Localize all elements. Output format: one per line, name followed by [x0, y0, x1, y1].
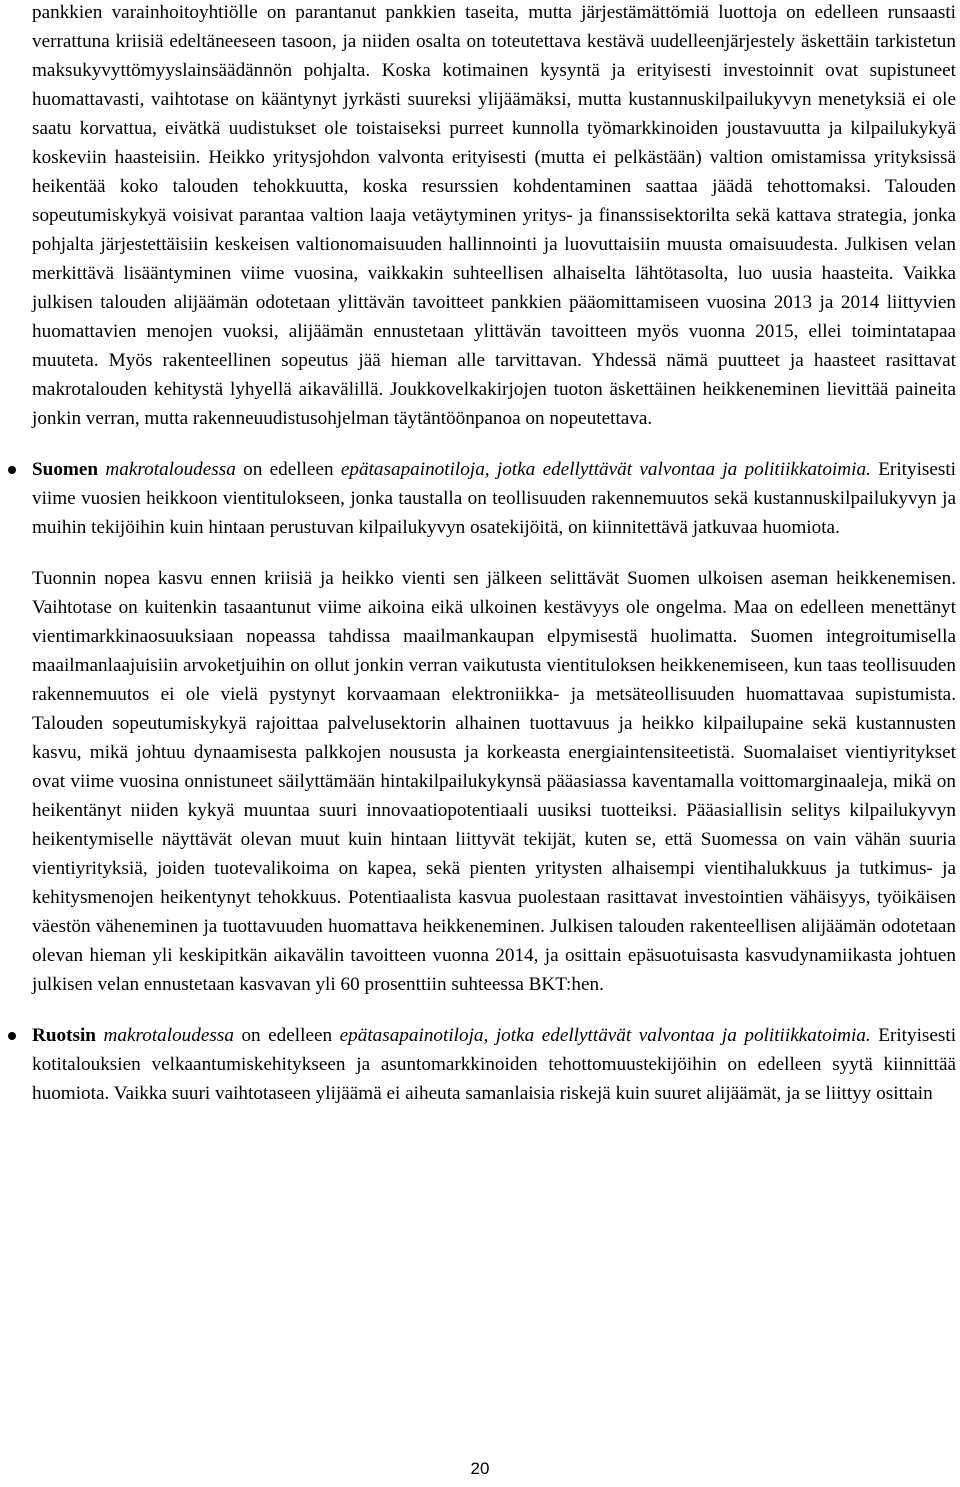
paragraph-intro: pankkien varainhoitoyhtiölle on parantanut pankkien taseita, mutta järjestämättömiä luottoja on edelleen runsaasti verrattuna kriisiä edeltäneeseen tasoon, ja niiden osalta on toteutettava kestävä uudelleenjärjestely äskettäin tarkistetun maksukyvyttömyyslainsäädännön pohjalta. Koska kotimainen kysyntä ja erityisesti investoinnit ovat supistuneet huomattavasti, vaihtotase on kääntynyt jyrkästi suureksi ylijäämäksi, mutta kustannuskilpailukyvyn menetyksiä ei ole saatu korvattua, eivätkä uudistukset ole toistaiseksi purreet kunnolla työmarkkinoiden joustavuutta ja kilpailukykyä koskeviin haasteisiin. Heikko yritysjohdon valvonta erityisesti (mutta ei pelkästään) valtion omistamissa yrityksissä heikentää koko talouden tehokkuutta, koska resurssien kohdentaminen saattaa jäädä tehottomaksi. Talouden sopeutumiskykyä voisivat parantaa valtion laaja vetäytyminen yritys- ja finanssisektorilta sekä kattava strategia, jonka pohjalta järjestettäisiin keskeisen valtionomaisuuden hallinnointi ja luovuttaisiin muusta omaisuudesta. Julkisen velan merkittävä lisääntyminen viime vuosina, vaikkakin suhteellisen alhaiselta lähtötasolta, luo uusia haasteita. Vaikka julkisen talouden alijäämän odotetaan ylittävän tavoitteet pankkien pääomittamiseen vuosina 2013 ja 2014 liittyvien huomattavien menojen vuoksi, alijäämän ennustetaan ylittävän tavoitteen myös vuonna 2015, ellei toimintatapaa muuteta. Myös rakenteellinen sopeutus jää hieman alle tarvittavan. Yhdessä nämä puutteet ja haasteet rasittavat makrotalouden kehitystä lyhyellä aikavälillä. Joukkovelkakirjojen tuoton äskettäinen heikkeneminen lievittää paineita jonkin verran, mutta rakenneuudistusohjelman täytäntöönpanoa on nopeutettava.: [32, 2, 956, 429]
country-name-sweden: Ruotsin: [32, 1025, 96, 1046]
emphasis-macroeconomy: makrotaloudessa: [103, 1025, 234, 1046]
bullet-sweden-rest: Erityisesti kotitalouksien velkaantumiskehitykseen ja asuntomarkkinoiden tehottomuustekijöihin on edelleen syytä kiinnittää huomiota. Vaikka suuri vaihtotaseen ylijäämä ei aiheuta samanlaisia riskejä kuin suuret alijäämät, ja se liittyy osittain: [32, 1025, 957, 1104]
bullet-finland-rest: Erityisesti viime vuosien heikkoon vientitulokseen, jonka taustalla on teollisuuden rakennemuutos sekä kustannuskilpailukyvyn ja muihin tekijöihin kuin hintaan perustuvan kilpailukyvyn osatekijöitä, on kiinnitettävä jatkuvaa huomiota.: [32, 459, 957, 538]
page-number: 20: [470, 1459, 490, 1478]
bullet-icon: [8, 1032, 16, 1040]
paragraph-finland-detail: Tuonnin nopea kasvu ennen kriisiä ja heikko vienti sen jälkeen selittävät Suomen ulkoisen aseman heikkenemisen. Vaihtotase on kuitenkin tasaantunut viime aikoina eikä ulkoinen kestävyys ole ongelma. Maa on edelleen menettänyt vientimarkkinaosuuksiaan nopeassa tahdissa maailmankaupan elpymisestä huolimatta. Suomen integroitumisella maailmanlaajuisiin arvoketjuihin on ollut jonkin verran vaikutusta vientituloksen heikkenemiseen, kun taas teollisuuden rakennemuutos ei ole vielä pystynyt korvaamaan elektroniikka- ja metsäteollisuuden huomattavaa supistumista. Talouden sopeutumiskykyä rajoittaa palvelusektorin alhainen tuottavuus ja heikko kilpailupaine sekä kustannusten kasvu, mikä johtuu dynaamisesta palkkojen noususta ja korkeasta energiaintensiteetistä. Suomalaiset vientiyritykset ovat viime vuosina onnistuneet säilyttämään hintakilpailukykynsä pääasiassa kaventamalla voittomarginaaleja, mikä on heikentänyt niiden kykyä muuntaa suuri innovaatiopotentiaali uusiksi tuotteiksi. Pääasiallisin selitys kilpailukyvyn heikentymiselle näyttävät olevan muut kuin hintaan liittyvät tekijät, kuten se, että Suomessa on vain vähän suuria vientiyrityksiä, joiden tuotevalikoima on kapea, sekä pienten yritysten alhaisempi vientihalukkuus ja tutkimus- ja kehitysmenojen heikentynyt tehokkuus. Potentiaalista kasvua puolestaan rasittavat investointien vähäisyys, työikäisen väestön väheneminen ja tuottavuuden huomattava heikkeneminen. Julkisen talouden rakenteellisen alijäämän odotetaan olevan hieman yli keskipitkän aikavälin tavoitteen vuonna 2014, ja osittain epäsuotuisasta kasvudynamiikasta johtuen julkisen velan ennustetaan kasvavan yli 60 prosenttiin suhteessa BKT:hen.: [32, 568, 956, 995]
document-page: [32, 0, 956, 1108]
connector-text: on edelleen: [243, 459, 334, 480]
bullet-finland: [32, 455, 956, 542]
emphasis-imbalances: epätasapainotiloja, jotka edellyttävät valvontaa ja politiikkatoimia.: [340, 459, 871, 480]
bullet-sweden: [32, 1021, 956, 1108]
bullet-finland-text: [32, 455, 956, 542]
connector-text: on edelleen: [241, 1025, 333, 1046]
emphasis-macroeconomy: makrotaloudessa: [105, 459, 236, 480]
emphasis-imbalances: epätasapainotiloja, jotka edellyttävät valvontaa ja politiikkatoimia.: [339, 1025, 871, 1046]
bullet-icon: [8, 466, 16, 474]
country-name-finland: Suomen: [32, 459, 99, 480]
bullet-sweden-text: [32, 1021, 956, 1108]
